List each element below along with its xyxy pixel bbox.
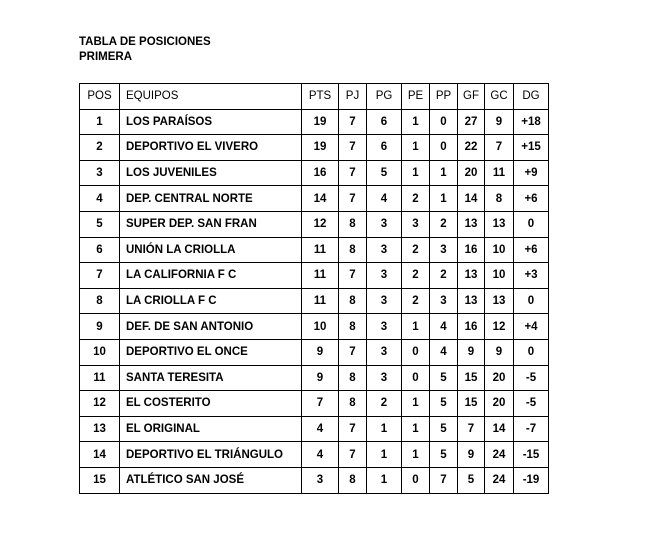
cell-pg: 2	[367, 391, 402, 417]
cell-pp: 0	[430, 135, 458, 161]
cell-pg: 5	[367, 160, 402, 186]
cell-gc: 24	[485, 442, 514, 468]
cell-gc: 20	[485, 365, 514, 391]
cell-dg: 0	[514, 211, 549, 237]
cell-pp: 0	[430, 109, 458, 135]
table-header-row	[80, 84, 549, 110]
cell-pj: 8	[339, 237, 367, 263]
cell-pts: 19	[302, 135, 339, 161]
cell-gf: 13	[458, 211, 485, 237]
cell-gf: 14	[458, 186, 485, 212]
cell-pos: 11	[80, 365, 120, 391]
table-row	[80, 237, 549, 263]
cell-pe: 1	[402, 314, 430, 340]
cell-pp: 5	[430, 416, 458, 442]
cell-gc: 14	[485, 416, 514, 442]
cell-gc: 7	[485, 135, 514, 161]
cell-pj: 7	[339, 263, 367, 289]
cell-gf: 7	[458, 416, 485, 442]
cell-gf: 9	[458, 339, 485, 365]
standings-table	[79, 83, 549, 494]
table-row	[80, 186, 549, 212]
cell-pj: 7	[339, 109, 367, 135]
cell-gc: 20	[485, 391, 514, 417]
cell-team: EL ORIGINAL	[120, 416, 302, 442]
cell-dg: +4	[514, 314, 549, 340]
cell-gc: 10	[485, 263, 514, 289]
cell-pts: 16	[302, 160, 339, 186]
cell-dg: -5	[514, 365, 549, 391]
cell-dg: +9	[514, 160, 549, 186]
standings-body	[80, 109, 549, 493]
cell-dg: -5	[514, 391, 549, 417]
header-dg: DG	[514, 84, 549, 110]
cell-dg: +3	[514, 263, 549, 289]
cell-pe: 1	[402, 135, 430, 161]
cell-pts: 10	[302, 314, 339, 340]
cell-gc: 9	[485, 339, 514, 365]
cell-pe: 2	[402, 237, 430, 263]
cell-pp: 2	[430, 211, 458, 237]
cell-pts: 9	[302, 365, 339, 391]
cell-pp: 7	[430, 467, 458, 493]
cell-pp: 5	[430, 365, 458, 391]
cell-team: ATLÉTICO SAN JOSÉ	[120, 467, 302, 493]
cell-pe: 0	[402, 365, 430, 391]
cell-pg: 6	[367, 109, 402, 135]
cell-gf: 13	[458, 288, 485, 314]
cell-pe: 2	[402, 186, 430, 212]
cell-pj: 7	[339, 416, 367, 442]
cell-team: DEPORTIVO EL ONCE	[120, 339, 302, 365]
cell-pos: 6	[80, 237, 120, 263]
cell-pos: 14	[80, 442, 120, 468]
header-pp: PP	[430, 84, 458, 110]
cell-gc: 13	[485, 288, 514, 314]
cell-pg: 3	[367, 237, 402, 263]
cell-gf: 20	[458, 160, 485, 186]
header-pos: POS	[80, 84, 120, 110]
cell-gf: 5	[458, 467, 485, 493]
cell-pe: 1	[402, 391, 430, 417]
cell-pj: 7	[339, 135, 367, 161]
cell-pos: 10	[80, 339, 120, 365]
cell-pg: 1	[367, 467, 402, 493]
cell-team: DEPORTIVO EL TRIÁNGULO	[120, 442, 302, 468]
cell-gf: 15	[458, 365, 485, 391]
cell-pos: 3	[80, 160, 120, 186]
cell-gf: 16	[458, 237, 485, 263]
table-row	[80, 365, 549, 391]
cell-dg: -7	[514, 416, 549, 442]
cell-dg: +6	[514, 186, 549, 212]
cell-pe: 1	[402, 442, 430, 468]
cell-pj: 8	[339, 211, 367, 237]
cell-gc: 13	[485, 211, 514, 237]
cell-gf: 22	[458, 135, 485, 161]
cell-pe: 2	[402, 263, 430, 289]
cell-pts: 11	[302, 288, 339, 314]
cell-pos: 12	[80, 391, 120, 417]
header-pj: PJ	[339, 84, 367, 110]
cell-team: UNIÓN LA CRIOLLA	[120, 237, 302, 263]
cell-pts: 9	[302, 339, 339, 365]
cell-gf: 9	[458, 442, 485, 468]
table-row	[80, 211, 549, 237]
cell-dg: -19	[514, 467, 549, 493]
cell-pos: 4	[80, 186, 120, 212]
cell-dg: +6	[514, 237, 549, 263]
cell-pg: 3	[367, 314, 402, 340]
cell-pe: 1	[402, 160, 430, 186]
header-gf: GF	[458, 84, 485, 110]
cell-dg: 0	[514, 288, 549, 314]
header-gc: GC	[485, 84, 514, 110]
cell-pj: 7	[339, 339, 367, 365]
cell-team: LOS JUVENILES	[120, 160, 302, 186]
cell-pts: 4	[302, 416, 339, 442]
cell-gc: 12	[485, 314, 514, 340]
cell-pos: 1	[80, 109, 120, 135]
cell-pg: 3	[367, 365, 402, 391]
cell-pos: 2	[80, 135, 120, 161]
cell-gc: 10	[485, 237, 514, 263]
cell-pos: 13	[80, 416, 120, 442]
cell-dg: -15	[514, 442, 549, 468]
cell-gf: 16	[458, 314, 485, 340]
cell-gf: 27	[458, 109, 485, 135]
cell-pts: 19	[302, 109, 339, 135]
cell-team: DEF. DE SAN ANTONIO	[120, 314, 302, 340]
cell-pos: 9	[80, 314, 120, 340]
cell-team: SUPER DEP. SAN FRAN	[120, 211, 302, 237]
cell-pts: 14	[302, 186, 339, 212]
cell-pe: 0	[402, 339, 430, 365]
cell-gc: 9	[485, 109, 514, 135]
table-row	[80, 314, 549, 340]
cell-pj: 8	[339, 314, 367, 340]
cell-pp: 3	[430, 237, 458, 263]
cell-pg: 1	[367, 442, 402, 468]
cell-pp: 5	[430, 391, 458, 417]
cell-pos: 7	[80, 263, 120, 289]
cell-pj: 7	[339, 160, 367, 186]
table-row	[80, 109, 549, 135]
table-row	[80, 339, 549, 365]
cell-pos: 5	[80, 211, 120, 237]
cell-pg: 3	[367, 288, 402, 314]
cell-pj: 8	[339, 365, 367, 391]
cell-team: DEP. CENTRAL NORTE	[120, 186, 302, 212]
cell-pp: 4	[430, 314, 458, 340]
cell-pts: 12	[302, 211, 339, 237]
cell-dg: 0	[514, 339, 549, 365]
cell-pj: 7	[339, 442, 367, 468]
cell-gc: 8	[485, 186, 514, 212]
cell-pg: 3	[367, 263, 402, 289]
cell-team: DEPORTIVO EL VIVERO	[120, 135, 302, 161]
cell-pts: 11	[302, 263, 339, 289]
cell-pj: 8	[339, 467, 367, 493]
table-row	[80, 391, 549, 417]
cell-pp: 2	[430, 263, 458, 289]
header-equipos: EQUIPOS	[120, 84, 302, 110]
cell-pts: 7	[302, 391, 339, 417]
cell-gf: 13	[458, 263, 485, 289]
table-row	[80, 135, 549, 161]
document-title	[79, 35, 211, 65]
table-row	[80, 263, 549, 289]
cell-pp: 3	[430, 288, 458, 314]
table-row	[80, 416, 549, 442]
cell-pp: 1	[430, 186, 458, 212]
title-line-1: TABLA DE POSICIONES	[79, 36, 211, 48]
cell-pos: 15	[80, 467, 120, 493]
cell-team: SANTA TERESITA	[120, 365, 302, 391]
title-line-2: PRIMERA	[79, 51, 133, 63]
cell-team: LA CALIFORNIA F C	[120, 263, 302, 289]
cell-pts: 11	[302, 237, 339, 263]
cell-pe: 2	[402, 288, 430, 314]
cell-gf: 15	[458, 391, 485, 417]
cell-pts: 4	[302, 442, 339, 468]
table-row	[80, 467, 549, 493]
cell-gc: 11	[485, 160, 514, 186]
cell-pe: 3	[402, 211, 430, 237]
cell-pe: 0	[402, 467, 430, 493]
cell-gc: 24	[485, 467, 514, 493]
cell-pos: 8	[80, 288, 120, 314]
table-row	[80, 288, 549, 314]
cell-team: LOS PARAÍSOS	[120, 109, 302, 135]
cell-pe: 1	[402, 416, 430, 442]
cell-pts: 3	[302, 467, 339, 493]
cell-pj: 8	[339, 391, 367, 417]
cell-pp: 4	[430, 339, 458, 365]
cell-pg: 3	[367, 339, 402, 365]
header-pts: PTS	[302, 84, 339, 110]
cell-pp: 1	[430, 160, 458, 186]
cell-pp: 5	[430, 442, 458, 468]
cell-pg: 4	[367, 186, 402, 212]
table-row	[80, 160, 549, 186]
cell-pg: 3	[367, 211, 402, 237]
cell-pg: 1	[367, 416, 402, 442]
table-row	[80, 442, 549, 468]
header-pe: PE	[402, 84, 430, 110]
cell-dg: +18	[514, 109, 549, 135]
cell-team: LA CRIOLLA F C	[120, 288, 302, 314]
cell-pj: 7	[339, 186, 367, 212]
cell-pj: 8	[339, 288, 367, 314]
header-pg: PG	[367, 84, 402, 110]
cell-pe: 1	[402, 109, 430, 135]
cell-dg: +15	[514, 135, 549, 161]
cell-pg: 6	[367, 135, 402, 161]
cell-team: EL COSTERITO	[120, 391, 302, 417]
